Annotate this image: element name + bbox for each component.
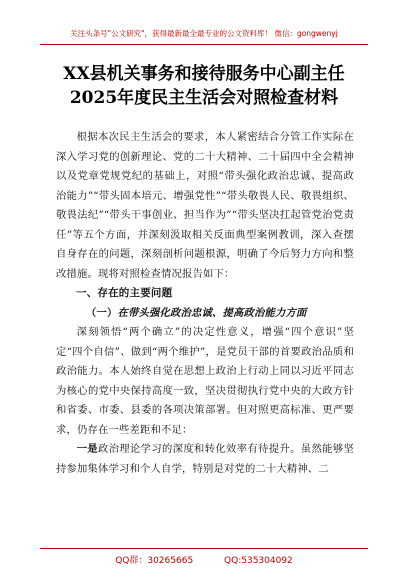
body-paragraph: 深刻领悟“两个确立”的决定性意义，增强“四个意识”坚定“四个自信”、做到“两个维护”，是党员干部的首要政治品质和政治能力。本人始终自觉在思想上政治上行动上同以习近平同志为核心的党中央保持高度一致，坚决贯彻执行党中央的大政方针和省委、市委、县委的各项决策部署。但对照更高标准、更严要求，仍存在一些差距和不足：: [56, 326, 354, 436]
footer: [0, 553, 408, 566]
section-heading: 一、存在的主要问题: [76, 287, 173, 299]
footer-divider: [40, 548, 368, 549]
header-banner: 关注头条号"公文研究"，获得最新最全最专业的公文资料库！ 微信：gongwenyj: [70, 29, 338, 38]
footer-qq: QQ:535304092: [224, 556, 293, 566]
point-lead: 一是: [76, 443, 98, 455]
document-title-line2: 2025年度民主生活会对照检查材料: [69, 88, 339, 108]
header-divider: [40, 44, 368, 45]
footer-qq-group: QQ群：30265665: [115, 556, 194, 566]
document-title-line1: XX县机关事务和接待服务中心副主任: [63, 64, 345, 84]
document-body: [56, 128, 354, 479]
subsection-number: （一）: [86, 306, 118, 319]
intro-paragraph: 根据本次民主生活会的要求，本人紧密结合分管工作实际在深入学习党的创新理论、党的二十大精神、二十届四中全会精神以及党章党规党纪的基础上，对照“带头强化政治忠诚、提高政治能力”“带头固本培元、增强党性”“带头敬畏人民、敬畏组织、敬畏法纪”“带头干事创业、担当作为”“带头坚决扛起管党治党责任”等五个方面，并深刻汲取相关反面典型案例教训，深入查摆自身存在的问题，深刻剖析问题根源，明确了今后努力方向和整改措施。现将对照检查情况报告如下：: [56, 131, 354, 280]
point-paragraph: [56, 440, 354, 479]
point-text: 政治理论学习的深度和转化效率有待提升。虽然能够坚持参加集体学习和个人自学，特别是对党的二十大精神、二: [56, 443, 354, 475]
subsection-title: 在带头强化政治忠诚、提高政治能力方面: [117, 306, 307, 319]
subsection-heading: [56, 304, 354, 324]
